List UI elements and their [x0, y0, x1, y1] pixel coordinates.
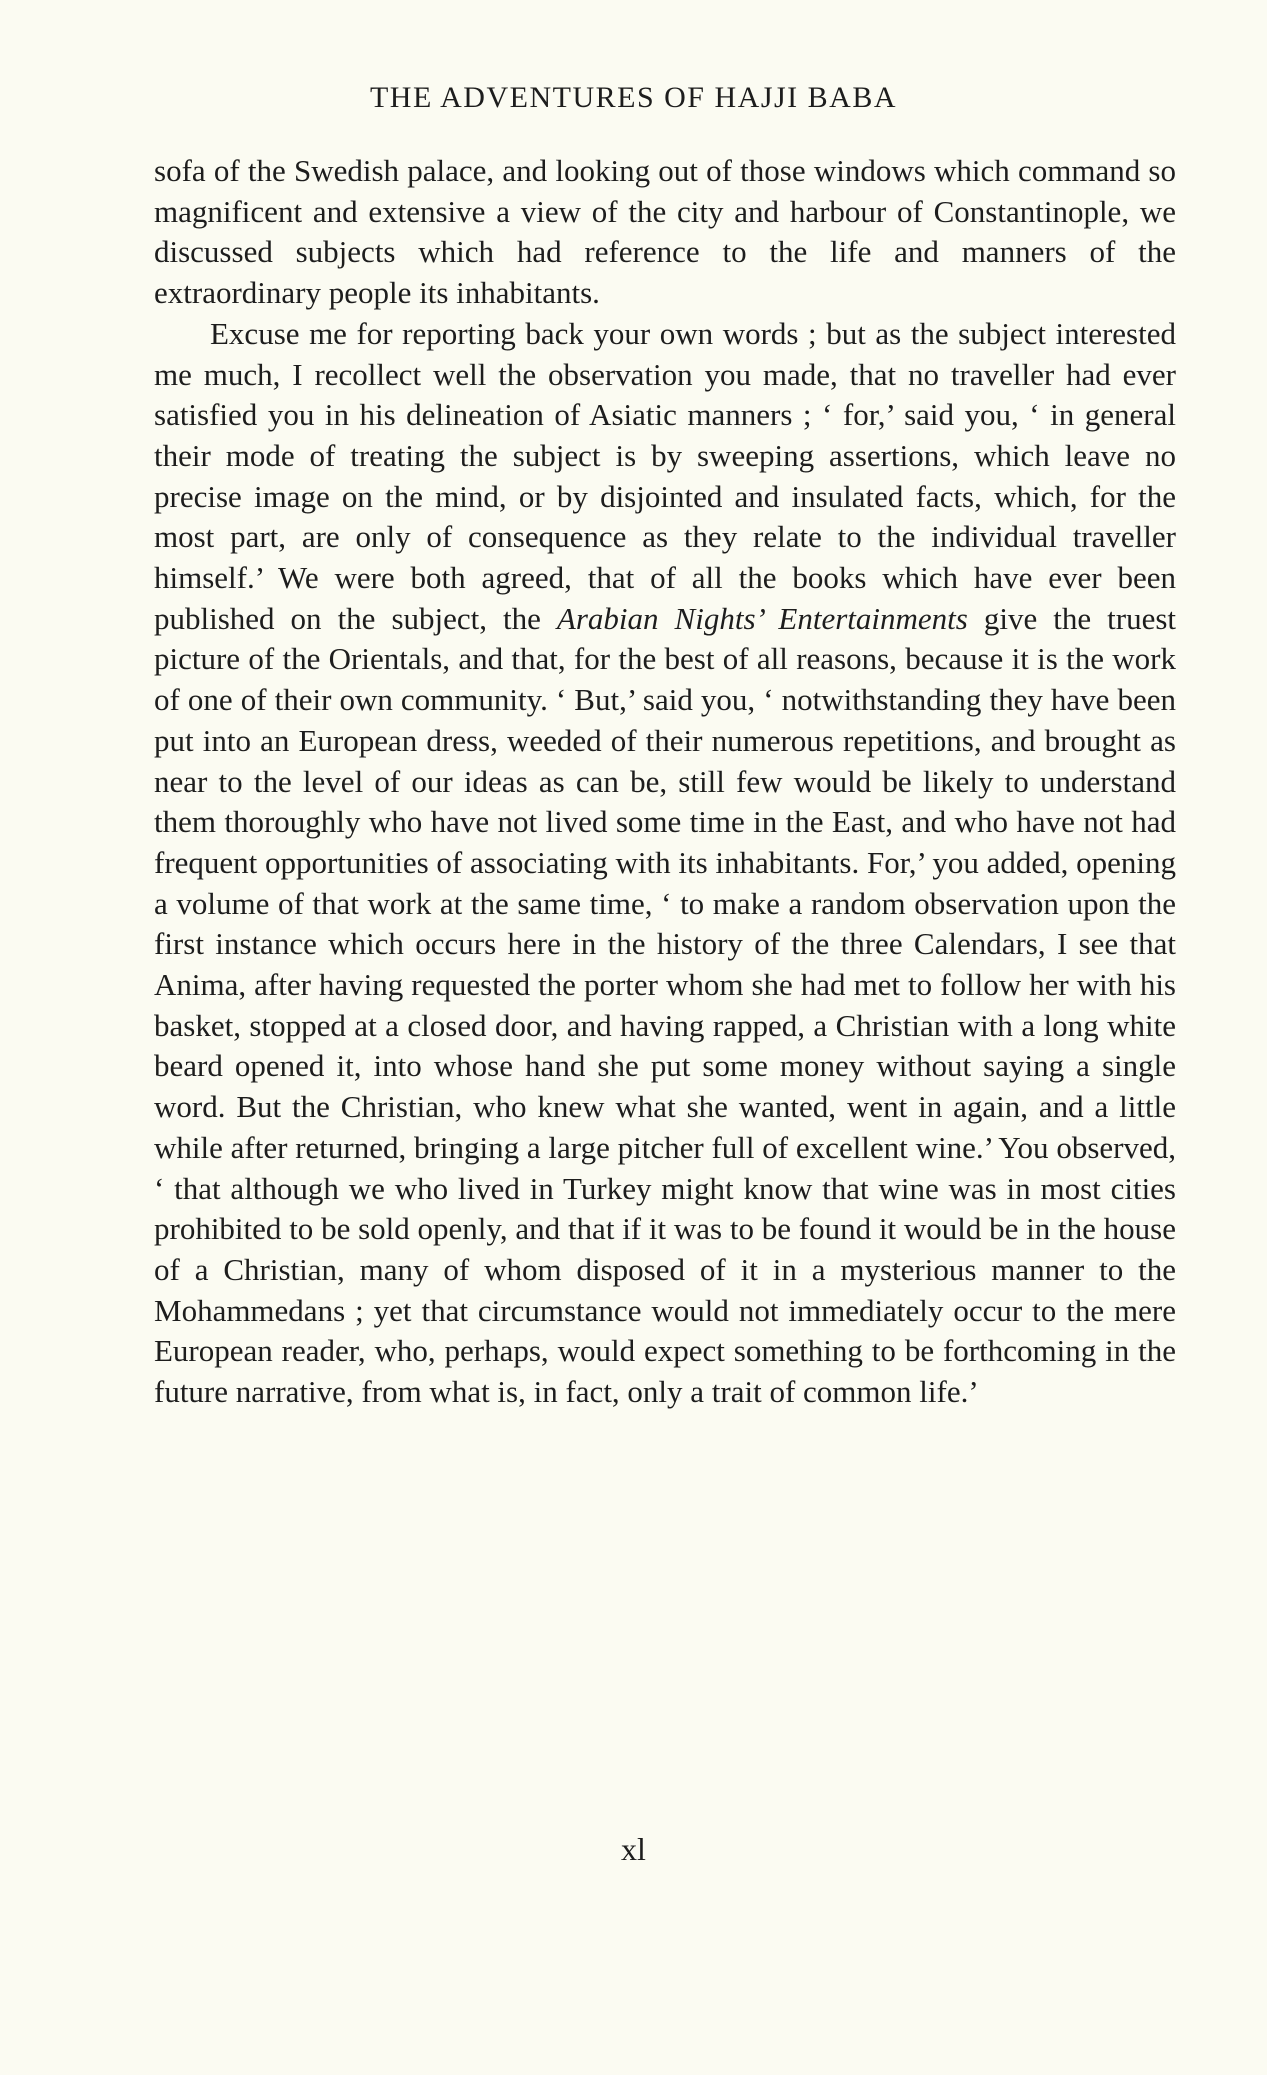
body-text [154, 151, 1176, 1413]
paragraph-2-before-title: Excuse me for reporting back your own words ; but as the subject interested me much, I recollect well the observation you made, that no traveller had ever satisfied you in his delineation of Asiatic manners ; ‘ for,’ said you, ‘ in general their mode of treating the subject is by sweeping assertions, which leave no precise image on the mind, or by disjointed and insulated facts, which, for the most part, are only of consequence as they relate to the individual traveller himself.’ We were both agreed, that of all the books which have ever been published on the subject, the [154, 315, 1176, 636]
paragraph-1: sofa of the Swedish palace, and looking out of those windows which command so magnificent and extensive a view of the city and harbour of Constantinople, we discussed subjects which had reference to the life and manners of the extraordinary people its inhabitants. [154, 153, 1176, 311]
italic-book-title: Arabian Nights’ Entertainments [556, 600, 968, 636]
page-number: xl [621, 1831, 646, 1867]
running-head: THE ADVENTURES OF HAJJI BABA [369, 81, 898, 114]
paragraph-2-after-title: give the truest picture of the Orientals, and that, for the best of all reasons, because it is the work of one of their own community. ‘ But,’ said you, ‘ notwithstanding they have been put into an European dress, weeded of their numerous repetitions, and brought as near to the level of our ideas as can be, still few would be likely to understand them thoroughly who have not lived some time in the East, and who have not had frequent opportunities of associating with its inhabitants. For,’ you added, opening a volume of that work at the same time, ‘ to make a random observation upon the first instance which occurs here in the history of the three Calendars, I see that Anima, after having requested the porter whom she had met to follow her with his basket, stopped at a closed door, and having rapped, a Christian with a long white beard opened it, into whose hand she put some money without saying a single word. But the Christian, who knew what she wanted, went in again, and a little while after returned, bringing a large pitcher full of excellent wine.’ You observed, ‘ that although we who lived in Turkey might know that wine was in most cities prohibited to be sold openly, and that if it was to be found it would be in the house of a Christian, many of whom disposed of it in a mysterious manner to the Mohammedans ; yet that circumstance would not immediately occur to the mere European reader, who, perhaps, would expect something to be forthcoming in the future narrative, from what is, in fact, only a trait of common life.’ [154, 600, 1177, 1410]
paragraph-2 [154, 314, 1176, 1413]
